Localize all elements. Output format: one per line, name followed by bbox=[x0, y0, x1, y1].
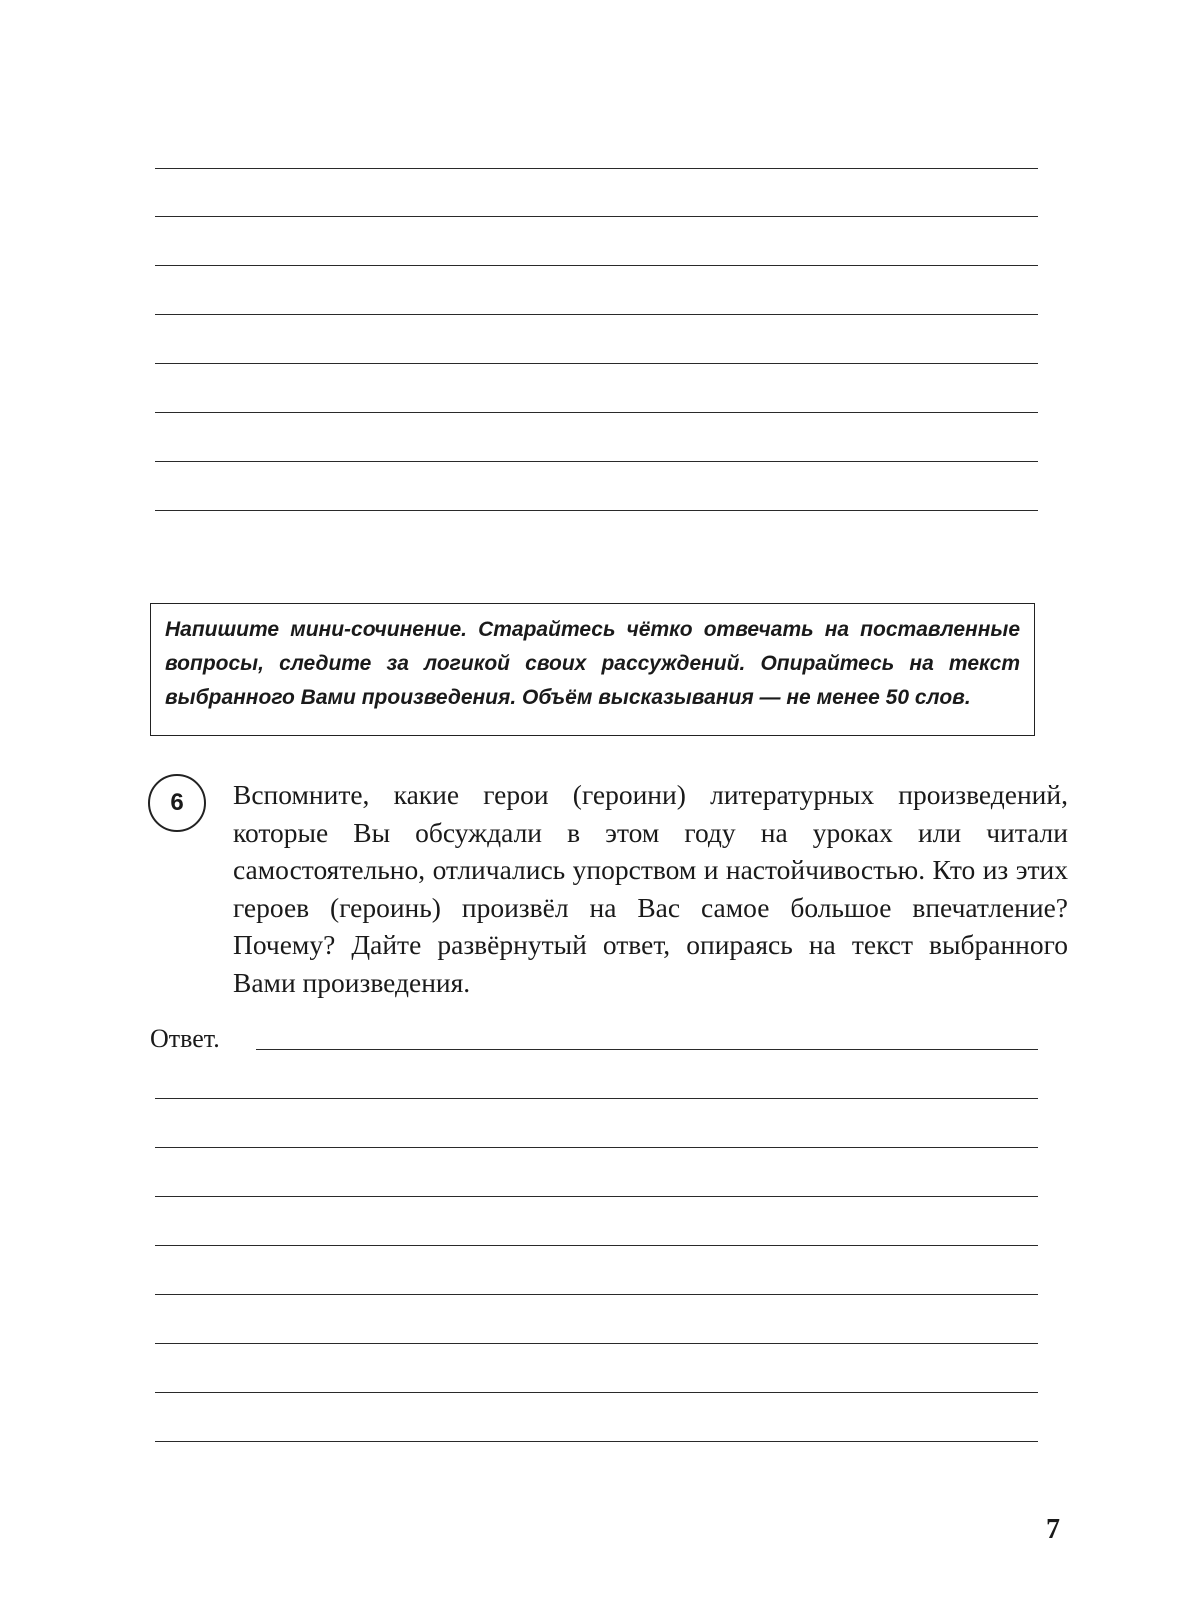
answer-line[interactable] bbox=[155, 1294, 1038, 1295]
answer-line[interactable] bbox=[155, 168, 1038, 169]
answer-line[interactable] bbox=[155, 1441, 1038, 1442]
answer-line[interactable] bbox=[155, 216, 1038, 217]
answer-line[interactable] bbox=[155, 363, 1038, 364]
answer-line[interactable] bbox=[155, 1098, 1038, 1099]
answer-line[interactable] bbox=[155, 510, 1038, 511]
answer-line[interactable] bbox=[155, 1147, 1038, 1148]
answer-line[interactable] bbox=[155, 1196, 1038, 1197]
answer-line[interactable] bbox=[155, 1245, 1038, 1246]
task-number: 6 bbox=[170, 789, 184, 816]
answer-line[interactable] bbox=[155, 314, 1038, 315]
instruction-box bbox=[150, 603, 1035, 736]
answer-first-line[interactable] bbox=[256, 1049, 1038, 1050]
answer-line[interactable] bbox=[155, 461, 1038, 462]
task-question: Вспомните, какие герои (героини) литературных произведений, которые Вы обсуждали в этом году на уроках или читали самостоятельно, отличались упорством и настойчивостью. Кто из этих героев (героинь) произвёл на Вас самое большое впечатление? Почему? Дайте развёрнутый ответ, опираясь на текст выбранного Вами произведения. bbox=[233, 779, 1068, 998]
answer-line[interactable] bbox=[155, 1343, 1038, 1344]
answer-label: Ответ. bbox=[150, 1024, 220, 1053]
task-number-badge bbox=[148, 774, 206, 832]
answer-line[interactable] bbox=[155, 1392, 1038, 1393]
answer-line[interactable] bbox=[155, 412, 1038, 413]
answer-line[interactable] bbox=[155, 265, 1038, 266]
instruction-text: Напишите мини-сочинение. Старайтесь чётко отвечать на поставленные вопросы, следите за логикой своих рассуждений. Опирайтесь на текст выбранного Вами произведения. Объём высказывания — не менее 50 слов. bbox=[165, 618, 1020, 709]
page-number: 7 bbox=[1046, 1514, 1060, 1545]
